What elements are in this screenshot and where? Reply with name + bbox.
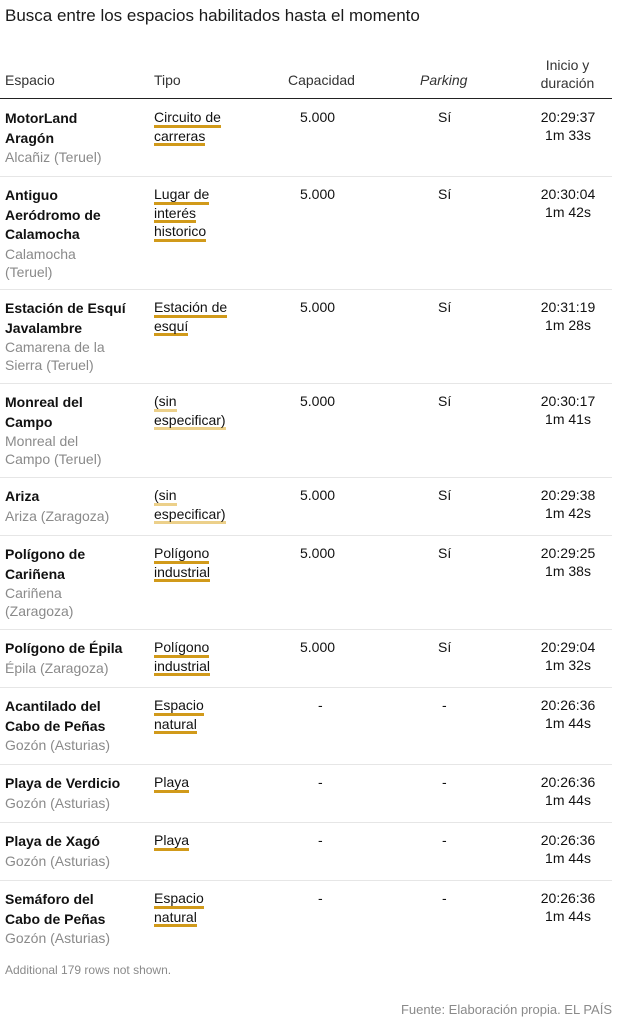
espacio-cell [5,697,135,754]
tipo-cell [154,890,264,927]
tipo-label: Polígono [154,640,209,658]
page-title: Busca entre los espacios habilitados hasta el momento [5,6,420,25]
espacio-name-line: Acantilado del [5,698,101,714]
espacio-name-line: Estación de Esquí [5,300,126,316]
espacio-location: Gozón (Asturias) [5,852,111,869]
tipo-label: Estación de [154,300,227,318]
tipo-label: industrial [154,565,210,583]
inicio-time: 20:26:36 [540,832,596,848]
espacio-location: Gozón (Asturias) [5,930,111,946]
table-row [0,383,612,478]
parking-cell: Sí [438,393,452,409]
inicio-duration: 1m 44s [545,907,591,924]
inicio-time: 20:30:17 [540,393,596,409]
tipo-label: (sin [154,394,177,412]
tipo-cell [154,186,264,242]
parking-cell: - [442,774,447,790]
inicio-time: 20:26:36 [540,697,596,713]
more-rows-note: Additional 179 rows not shown. [5,963,172,977]
espacio-location: Cariñena [5,585,62,601]
parking-cell: Sí [438,639,452,655]
inicio-time: 20:30:04 [540,186,596,202]
tipo-label: Playa [154,775,189,793]
inicio-duration: 1m 44s [545,849,591,866]
tipo-cell [154,487,264,524]
tipo-label: historico [154,224,206,242]
table-row [0,176,612,290]
parking-cell: Sí [438,299,452,315]
inicio-time: 20:31:19 [540,299,596,315]
espacio-name-line: Cariñena [5,565,65,582]
inicio-time: 20:26:36 [540,890,596,906]
inicio-time: 20:26:36 [540,774,596,790]
espacio-name-line: Javalambre [5,319,83,336]
espacio-location: Sierra (Teruel) [5,357,94,373]
header-inicio-line2: duración [540,75,595,91]
espacio-name-line: Antiguo [5,187,58,203]
header-inicio[interactable] [520,56,615,92]
inicio-duration: 1m 44s [545,714,591,731]
inicio-duration: 1m 42s [545,203,591,220]
capacidad-cell: 5.000 [300,545,336,561]
inicio-cell [528,774,608,809]
inicio-time: 20:29:25 [540,545,596,561]
tipo-label: Espacio [154,891,204,909]
inicio-cell [528,545,608,580]
capacidad-cell: 5.000 [300,393,336,409]
tipo-label: Circuito de [154,110,221,128]
header-capacidad[interactable]: Capacidad [288,72,355,88]
tipo-cell [154,774,264,793]
inicio-cell [528,393,608,428]
espacio-cell [5,890,135,947]
parking-cell: - [442,697,447,713]
tipo-label: esquí [154,319,188,337]
espacio-name-line: Cabo de Peñas [5,717,106,734]
tipo-label: especificar) [154,413,226,431]
tipo-cell [154,545,264,582]
inicio-cell [528,890,608,925]
inicio-duration: 1m 28s [545,316,591,333]
espacio-name-line: Cabo de Peñas [5,910,106,927]
capacidad-cell: - [318,774,323,790]
table-row [0,687,612,765]
tipo-label: Lugar de [154,187,209,205]
espacio-cell [5,186,135,281]
inicio-duration: 1m 32s [545,656,591,673]
header-inicio-line1: Inicio y [545,57,590,73]
tipo-cell [154,832,264,851]
espacio-name-line: Playa de Xagó [5,833,100,849]
source-credit: Fuente: Elaboración propia. EL PAÍS [400,1002,612,1017]
capacidad-cell: 5.000 [300,186,336,202]
table-row [0,629,612,688]
espacio-location: Alcañiz (Teruel) [5,149,102,165]
tipo-cell [154,299,264,336]
header-parking[interactable]: Parking [420,72,468,88]
capacidad-cell: 5.000 [300,487,336,503]
espacio-cell [5,639,135,677]
capacidad-cell: - [318,832,323,848]
inicio-time: 20:29:04 [540,639,596,655]
tipo-label: especificar) [154,507,226,525]
tipo-cell [154,697,264,734]
header-tipo[interactable]: Tipo [154,72,181,88]
espacio-name-line: Calamocha [5,226,80,242]
table-row [0,535,612,630]
tipo-cell [154,109,264,146]
espacio-cell [5,774,135,812]
inicio-duration: 1m 41s [545,410,591,427]
tipo-label: carreras [154,129,205,147]
inicio-cell [528,639,608,674]
espacio-cell [5,487,135,525]
espacio-location: Campo (Teruel) [5,451,102,467]
tipo-cell [154,393,264,430]
espacio-name-line: Playa de Verdicio [5,775,121,791]
inicio-cell [528,487,608,522]
espacio-cell [5,545,135,620]
inicio-duration: 1m 33s [545,126,591,143]
espacio-location: Camarena de la [5,339,105,355]
parking-cell: Sí [438,186,452,202]
table-row [0,289,612,384]
table-header [0,56,612,99]
espacio-name-line: Semáforo del [5,891,94,907]
espacio-location: Monreal del [5,433,79,449]
inicio-cell [528,832,608,867]
table-row [0,822,612,881]
parking-cell: Sí [438,109,452,125]
tipo-label: interés [154,206,196,224]
inicio-duration: 1m 44s [545,791,591,808]
table-row [0,99,612,177]
tipo-label: Espacio [154,698,204,716]
espacio-location: (Teruel) [5,263,53,280]
espacio-location: Gozón (Asturias) [5,794,111,811]
parking-cell: - [442,890,447,906]
inicio-time: 20:29:37 [540,109,596,125]
table-row [0,764,612,823]
espacio-location: (Zaragoza) [5,603,74,619]
tipo-label: (sin [154,488,177,506]
capacidad-cell: 5.000 [300,109,336,125]
inicio-cell [528,109,608,144]
inicio-cell [528,697,608,732]
espacio-location: Calamocha [5,245,76,262]
espacio-cell [5,109,135,166]
espacio-location: Ariza (Zaragoza) [5,507,110,524]
parking-cell: Sí [438,487,452,503]
parking-cell: Sí [438,545,452,561]
inicio-cell [528,186,608,221]
header-espacio[interactable]: Espacio [5,72,55,88]
inicio-duration: 1m 42s [545,504,591,521]
espacio-name-line: MotorLand [5,110,78,126]
espacio-name-line: Ariza [5,488,40,504]
parking-cell: - [442,832,447,848]
espacio-name-line: Aragón [5,129,54,146]
inicio-cell [528,299,608,334]
espacio-name-line: Aeródromo de [5,206,101,223]
inicio-duration: 1m 38s [545,562,591,579]
tipo-label: natural [154,910,197,928]
espacio-name-line: Monreal del [5,394,83,410]
espacio-name-line: Polígono de [5,546,86,562]
table-row [0,880,612,958]
espacio-location: Épila (Zaragoza) [5,659,109,676]
tipo-label: natural [154,717,197,735]
table-row [0,477,612,536]
tipo-cell [154,639,264,676]
espacio-location: Gozón (Asturias) [5,737,111,753]
espacio-name-line: Polígono de Épila [5,640,123,656]
capacidad-cell: - [318,890,323,906]
tipo-label: industrial [154,659,210,677]
tipo-label: Playa [154,833,189,851]
espacio-cell [5,299,135,374]
inicio-time: 20:29:38 [540,487,596,503]
capacidad-cell: - [318,697,323,713]
espacio-cell [5,393,135,468]
capacidad-cell: 5.000 [300,299,336,315]
capacidad-cell: 5.000 [300,639,336,655]
tipo-label: Polígono [154,546,209,564]
espacio-cell [5,832,135,870]
espacio-name-line: Campo [5,413,53,430]
